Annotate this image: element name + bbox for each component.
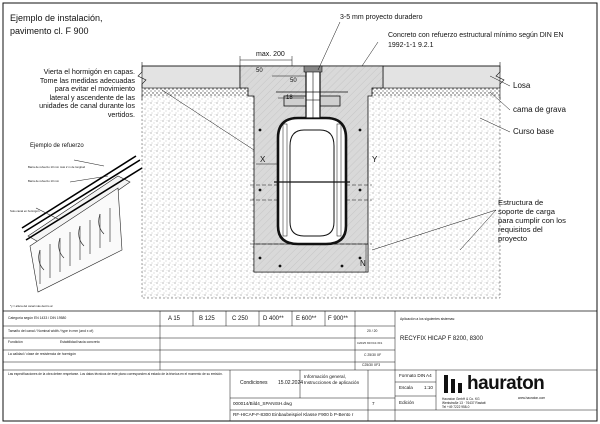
note-pour-line: vertidos.	[107, 109, 135, 119]
dim-y: Y	[372, 155, 378, 164]
conditions-text: Las especificaciones de la obra deben respetarse. Los datos técnicos de este plano corresponden al estado de la técnica en el momento de su emisión.	[8, 372, 223, 376]
note-pour-line: lateral y ascendente de las	[49, 92, 135, 102]
class-c250: C 250	[232, 316, 249, 322]
note-pour-line: para evitar el movimiento	[54, 84, 135, 94]
row-stability-label: Estabilidad hacia concreto	[60, 340, 100, 344]
note-structure-line: requisitos del	[498, 225, 543, 234]
note-pour-line: unidades de canal durante los	[39, 101, 135, 111]
dim-50b: 50	[290, 78, 297, 84]
row-category-label: Categoría según EN 1433 / DIN 19580	[8, 316, 67, 320]
channel-body	[274, 118, 350, 244]
class-a15: A 15	[168, 316, 181, 322]
address-line: Werkstraße 13 · 76437 Rastatt	[442, 401, 486, 406]
row-cast-iron-label: Fundición	[8, 340, 23, 344]
address-line: Tel +49 7222 958-0	[442, 405, 470, 410]
dim-50a: 50	[256, 68, 263, 74]
conditions-label: Condiciones	[240, 380, 268, 386]
company-address	[442, 397, 486, 410]
edition-label: Edición	[399, 400, 415, 405]
note-pour	[39, 68, 135, 120]
scale-label: Escala	[399, 385, 413, 390]
format-value: A4	[426, 373, 432, 378]
reinforcement-note3: Solo canal en hormigón	[10, 209, 40, 213]
hauraton-logo	[440, 373, 595, 395]
value-concrete-3: C25/30 XF3	[362, 363, 381, 367]
reinforcement-note1: Barra de refuerzo 10 mm máx 2 m de longitud	[28, 165, 86, 169]
value-channel-size: 20 / 20	[367, 329, 378, 333]
logo-wordmark: hauraton	[467, 373, 545, 394]
company-web: www.hauraton.com	[518, 396, 546, 400]
label-losa: Losa	[513, 81, 531, 90]
note-pour-line: Tome las medidas adecuadas	[39, 75, 135, 85]
value-concrete-1: C20/25 X0/XC4 XF1	[357, 341, 383, 345]
dim-x: X	[260, 155, 266, 164]
row-channel-size-label: Tamaño del canal / Nominal width / type in mm (and x of)	[8, 329, 94, 333]
dim-max: max. 200	[256, 51, 285, 58]
dim-18: 18	[286, 95, 293, 101]
address-line: Hauraton GmbH & Co. KG	[442, 397, 480, 401]
format-label: Formato DIN	[399, 373, 426, 378]
drawing-title-line2: pavimento cl. F 900	[10, 26, 89, 36]
slab-right	[383, 66, 500, 88]
dim-n: N	[360, 259, 366, 268]
note-concrete-1: Concreto con refuerzo estructural mínimo según DIN EN	[388, 32, 564, 39]
note-structure-line: para cumplir con los	[498, 216, 566, 225]
sheet-number: 7	[372, 401, 375, 406]
note-structure-line: Estructura de	[498, 198, 544, 207]
note-concrete-2: 1992-1-1 9.2.1	[388, 42, 434, 49]
reinforcement-note2: Barra de refuerzo 10 mm	[28, 179, 60, 183]
class-f900: F 900**	[328, 316, 349, 322]
class-d400: D 400**	[263, 316, 284, 322]
reinforcement-illustration	[22, 156, 142, 292]
note-structure	[498, 198, 566, 243]
note-cover: 3-5 mm proyecto duradero	[340, 14, 423, 21]
label-grava: cama de grava	[513, 105, 566, 114]
file-name: 000014/Bild4_SPANISH.dwg	[233, 401, 292, 406]
slab-left	[142, 66, 240, 88]
note-pour-line: Vierta el hormigón en capas.	[43, 67, 135, 76]
scale-value: 1:10	[424, 385, 433, 390]
note-structure-line: proyecto	[498, 234, 528, 243]
approval-value: RECYFIX HICAP F 8200, 8300	[400, 336, 483, 342]
value-concrete-2: C 25/30 XF	[364, 353, 382, 357]
info-line1: Información general,	[304, 374, 346, 379]
reinforcement-title: Ejemplo de refuerzo	[30, 143, 84, 149]
drawing-title-line1: Ejemplo de instalación,	[10, 13, 103, 23]
class-e600: E 600**	[296, 316, 317, 322]
date: 15.02.2024	[278, 380, 304, 386]
note-structure-line: soporte de carga	[498, 207, 555, 216]
label-base: Curso base	[513, 127, 554, 136]
drawing-name: RF-HICAP-F-8300 Einbaubeispiel Klasse F900 b P-Bento r	[233, 412, 354, 417]
class-b125: B 125	[199, 316, 215, 322]
logo-mark-icon	[442, 373, 464, 395]
approval-label: Aplicación a los siguientes sistemas:	[400, 317, 456, 321]
row-concrete-class-label: La calidad / clase de resistencia de hormigón	[8, 352, 76, 356]
footnote: *y = altura del canal más dentro al	[10, 304, 53, 308]
info-line2: Instrucciones de aplicación	[304, 380, 360, 385]
